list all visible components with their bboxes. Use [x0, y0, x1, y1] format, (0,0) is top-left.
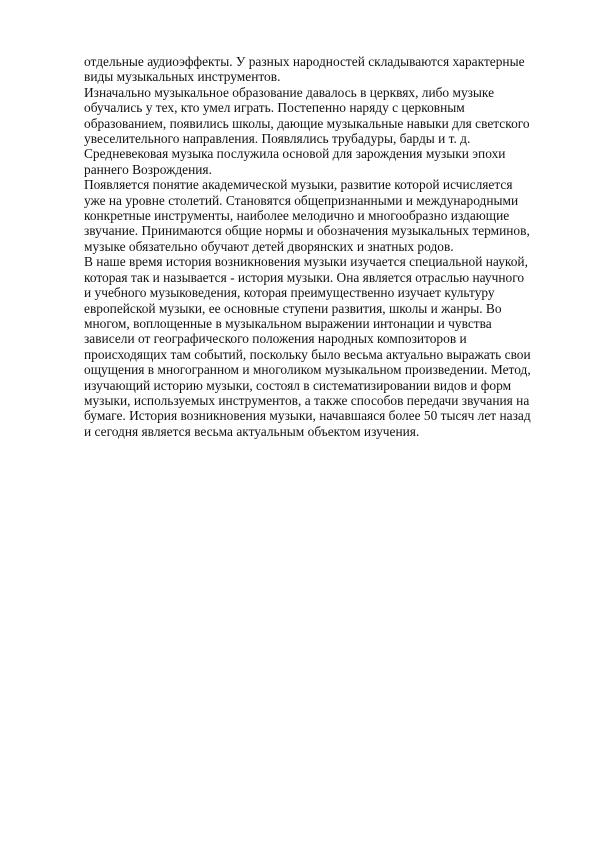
text-line: многом, воплощенные в музыкальном выражении интонации и чувства: [84, 315, 492, 331]
text-line: изучающий историю музыки, состоял в систематизировании видов и форм: [84, 377, 512, 393]
text-line: отдельные аудиоэффекты. У разных народностей складываются характерные: [84, 54, 525, 69]
text-line: и учебного музыковедения, которая преимущественно изучает культуру: [84, 285, 495, 301]
text-line: конкретные инструменты, наиболее мелодично и многообразно издающие: [84, 208, 510, 224]
text-line: Появляется понятие академической музыки, развитие которой исчисляется: [84, 177, 513, 193]
text-line: раннего Возрождения.: [84, 161, 212, 177]
text-line: В наше время история возникновения музыки изучается специальной наукой,: [84, 254, 528, 270]
text-line: образованием, появились школы, дающие музыкальные навыки для светского: [84, 115, 530, 131]
text-line: музыке обязательно обучают детей дворянских и знатных родов.: [84, 238, 454, 254]
text-line: Средневековая музыка послужила основой для зарождения музыки эпохи: [84, 146, 506, 162]
text-line: зависели от географического положения народных композиторов и: [84, 331, 467, 347]
text-line: происходящих там событий, поскольку было весьма актуально выражать свои: [84, 346, 531, 362]
text-line: увеселительного направления. Появлялись трубадуры, барды и т. д.: [84, 131, 471, 147]
text-line: уже на уровне столетий. Становятся общепризнанными и международными: [84, 192, 519, 208]
text-line: Изначально музыкальное образование давалось в церквях, либо музыке: [84, 84, 495, 100]
text-line: европейской музыки, ее основные ступени развития, школы и жанры. Во: [84, 300, 502, 316]
text-line: виды музыкальных инструментов.: [84, 69, 281, 85]
text-line: обучались у тех, кто умел играть. Постепенно наряду с церковным: [84, 100, 465, 116]
text-line: бумаге. История возникновения музыки, начавшаяся более 50 тысяч лет назад: [84, 408, 531, 424]
text-line: которая так и называется - история музыки. Она является отраслью научного: [84, 269, 525, 285]
text-line: и сегодня является весьма актуальным объектом изучения.: [84, 423, 420, 439]
body-text: [84, 54, 554, 439]
text-line: звучание. Принимаются общие нормы и обозначения музыкальных терминов,: [84, 223, 530, 239]
text-line: ощущения в многогранном и многоликом музыкальном произведении. Метод,: [84, 362, 531, 378]
text-line: музыки, используемых инструментов, а также способов передачи звучания на: [84, 392, 530, 408]
